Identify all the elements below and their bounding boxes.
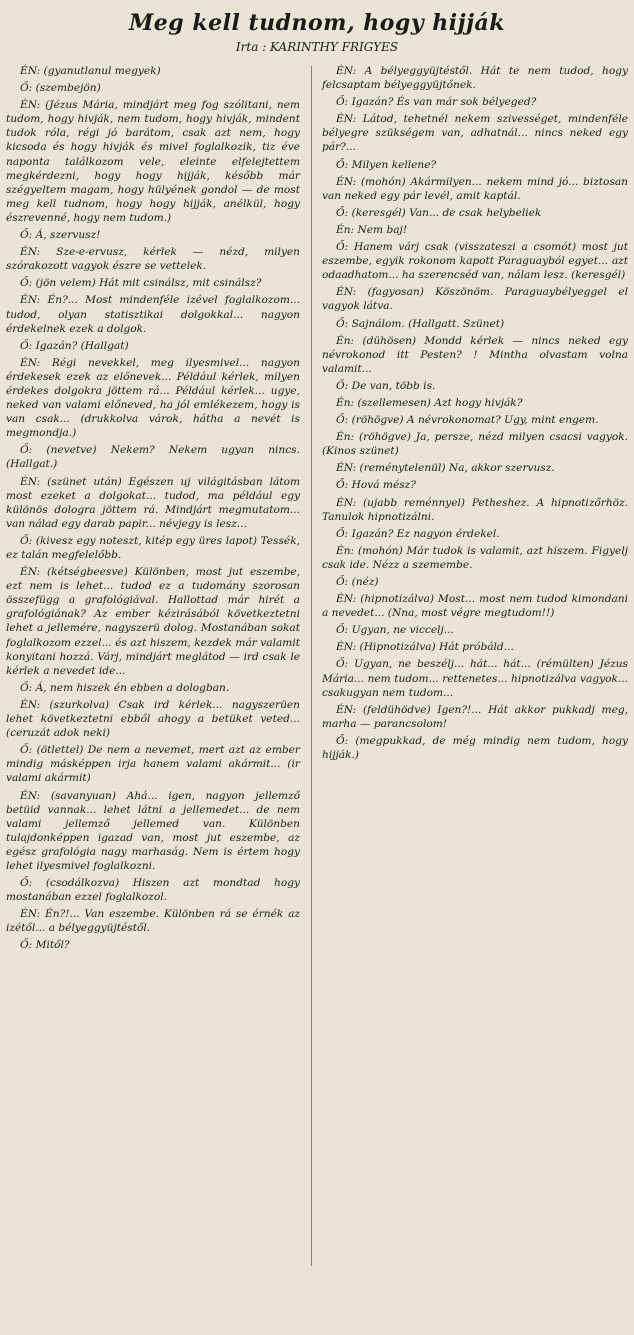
dialogue-line: Ő: (röhögve) A névrokonomat? Ugy, mint engem. (336, 414, 599, 427)
dialogue-line: ÉN: (szünet után) Egészen uj világitásban látom most ezeket a dolgokat... tudod, ma például egy különös dologra jöttem rá. Mindjárt megmutatom... van nálad egy darab papir... névjegy is lesz... (6, 475, 300, 530)
dialogue-line: Ő: Milyen kellene? (336, 158, 437, 171)
dialogue-line: Ő: Hová mész? (336, 479, 416, 492)
dialogue-line: Ő: Á, szervusz! (20, 229, 101, 242)
dialogue-line: Ő: (megpukkad, de még mindig nem tudom, hogy hijják.) (322, 734, 628, 762)
dialogue-line: ÉN: Látod, tehetnél nekem szivességet, mindenféle bélyegre szükségem van, adhatnál... nincs neked egy pár?... (322, 113, 628, 154)
dialogue-line: Ő: Ugyan, ne beszélj... hát... hát... (rémülten) Jézus Mária... nem tudom... rettenetes... hipnotizálva vagyok... csakugyan nem tudom... (322, 658, 628, 699)
dialogue-line: ÉN: (mohón) Akármilyen... nekem mind jó... biztosan van neked egy pár levél, amit kaptál. (322, 175, 628, 202)
dialogue-line: Ő: (szembejön) (20, 82, 101, 95)
dialogue-line: Én: (dühösen) Mondd kérlek — nincs neked egy névrokonod itt Pesten? ! Mintha olvastam volna valamit... (322, 334, 628, 375)
dialogue-line: Ő: (ötlettel) De nem a nevemet, mert azt az ember mindig másképpen irja hanem valami akármit... (ir valami akármit) (6, 744, 300, 785)
dialogue-line: ÉN: (Jézus Mária, mindjárt meg fog szólitani, nem tudom, hogy hivják, nem tudom, hogy hivják, mindent tudok róla, régi jó barátom, csak azt nem, hogy kicsoda és hogy hivják és mivel foglalkozik, tiz éve naponta találkozom vele, eleinte elfelejtettem megkérdezni, hogy hogy hijják, később már szégyeltem magam, hogy hülyének gondol — de most meg kell tudnom, hogy hogy hijják, anélkül, hogy észrevenné, hogy nem tudom.) (6, 99, 300, 224)
dialogue-line: Ő: Igazán? És van már sok bélyeged? (336, 96, 537, 109)
dialogue-line: ÉN: Én?!... Van eszembe. Különben rá se érnék az izétől... a bélyeggyüjtéstől. (6, 908, 300, 935)
dialogue-line: Ő: Á, nem hiszek én ebben a dologban. (20, 681, 230, 694)
dialogue-line: ÉN: (szurkolva) Csak ird kérlek... nagyszerüen lehet következtetni ebből ahogy a betüket veted... (ceruzát adok neki) (6, 698, 300, 740)
dialogue-line: Ő: (néz) (336, 576, 379, 588)
dialogue-line: ÉN: A bélyeggyüjtéstől. Hát te nem tudod, hogy felcsaptam bélyeggyüjtőnek. (322, 65, 628, 92)
dialogue-line: Ő: (jön velem) Hát mit csinálsz, mit csinálsz? (20, 277, 262, 290)
dialogue-line: Ő: Ugyan, ne viccelj... (336, 624, 454, 637)
dialogue-line: ÉN: (gyanutlanul megyek) (20, 65, 161, 77)
dialogue-line: ÉN: (fagyosan) Köszönöm. Paraguaybélyeggel el vagyok látva. (322, 286, 628, 313)
dialogue-line: Ő: Hanem várj csak (visszateszi a csomót) most jut eszembe, egyik rokonom kapott Paraguayból egyet... azt odaadhatom... ha szerencséd van, nálam lesz. (keresgél) (322, 241, 628, 282)
dialogue-line: Ő: Sajnálom. (Hallgatt. Szünet) (336, 317, 505, 330)
dialogue-line: ÉN: Régi nevekkel, meg ilyesmivel... nagyon érdekesek ezek az előnevek... Például kérlek, milyen érdekes dolgokra jöttem rá... Például kérlek... ugye, neked van valami előneved, ha jól emlékezem, hogy is van csak... (drukkolva várok, hátha a nevét is megmondja.) (6, 356, 300, 440)
dialogue-line: ÉN: (kétségbeesve) Különben, most jut eszembe, ezt nem is lehet... tudod ez a tudomány szorosan összefügg a grafológiával. Hallottad már hirét a grafológiának? Az ember kézirásából következtetni lehet a jellemére, nagyszerü dolog. Mostanában sokat foglalkozom ezzel... és azt hiszem, kezdek már valamit konyitani hozzá. Várj, mindjárt meglátod — ird csak le kérlek a nevedet ide... (6, 566, 300, 677)
dialogue-line: ÉN: (reménytelenül) Na, akkor szervusz. (336, 462, 555, 475)
dialogue-line: Ő: Igazán? Ez nagyon érdekel. (336, 527, 500, 540)
dialogue-line: Ő: Mitől? (20, 939, 70, 952)
dialogue-line: Én: (mohón) Már tudok is valamit, azt hiszem. Figyelj csak ide. Nézz a szemembe. (322, 544, 628, 571)
dialogue-line: ÉN: (hipnotizálva) Most... most nem tudod kimondani a nevedet... (Nna, most végre megtudom!!) (322, 593, 628, 620)
dialogue-line: ÉN: Sze-e-ervusz, kérlek — nézd, milyen szórakozott vagyok észre se vettelek. (6, 246, 300, 273)
dialogue-line: Ő: (keresgél) Van... de csak helybeliek (336, 206, 542, 219)
dialogue-line: Ő: (kivesz egy noteszt, kitép egy üres lapot) Tessék, ez talán megfelelőbb. (6, 534, 300, 561)
column-divider (311, 66, 312, 1266)
dialogue-line: ÉN: (Hipnotizálva) Hát próbáld... (336, 641, 514, 654)
dialogue-line: Ő: (csodálkozva) Hiszen azt mondtad hogy mostanában ezzel foglalkozol. (6, 877, 300, 904)
dialogue-line: ÉN: (ujabb reménnyel) Petheshez. A hipnotizőrhöz. Tanulok hipnotizálni. (322, 496, 628, 523)
dialogue-line: Én: (szellemesen) Azt hogy hivják? (336, 396, 523, 409)
dialogue-line: Ő: Igazán? (Hallgat) (20, 339, 129, 352)
dialogue-line: Ő: De van, több is. (336, 379, 436, 392)
right-column (322, 64, 628, 765)
dialogue-line: Ő: (nevetve) Nekem? Nekem ugyan nincs. (Hallgat.) (6, 444, 300, 471)
article-title: Meg kell tudnom, hogy hijják (128, 10, 506, 36)
dialogue-line: ÉN: (feldühödve) Igen?!... Hát akkor pukkadj meg, marha — parancsolom! (322, 703, 628, 730)
dialogue-line: Én: Nem baj! (336, 223, 408, 236)
dialogue-line: Én: (röhögve) Ja, persze, nézd milyen csacsi vagyok. (Kinos szünet) (322, 431, 628, 458)
left-column (6, 64, 300, 956)
article-byline: Irta : KARINTHY FRIGYES (235, 40, 399, 54)
dialogue-line: ÉN: Én?... Most mindenféle izével foglalkozom... tudod, olyan statisztikai dolgokkal... nagyon érdekelnek ezek a dolgok. (6, 294, 300, 335)
dialogue-line: ÉN: (savanyuan) Ahá... igen, nagyon jellemző betüid vannak... lehet látni a jellemedet... de nem valami jellemző jellemed van. Különben tulajdonképpen igazad van, most jut eszembe, az egész grafológia nagy marhaság. Nem is értem hogy lehet ilyesmivel foglalkozni. (6, 789, 300, 872)
